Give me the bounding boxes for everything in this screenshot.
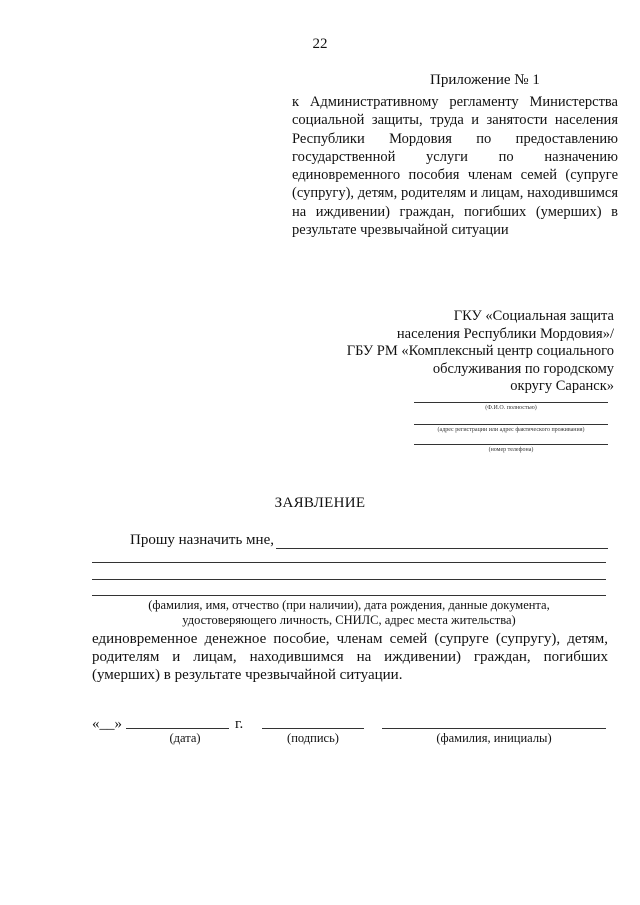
request-fill-line-3[interactable]: [92, 595, 606, 596]
request-caption-line-2: удостоверяющего личность, СНИЛС, адрес места жительства): [182, 613, 516, 627]
phone-caption: (номер телефона): [488, 447, 534, 453]
phone-line: [414, 444, 608, 445]
request-row: [130, 532, 608, 549]
request-lead: Прошу назначить мне,: [130, 532, 274, 548]
name-initials-field[interactable]: [382, 728, 606, 729]
recipient-line-5: округу Саранск»: [510, 378, 614, 395]
appendix-text: к Административному регламенту Министерства социальной защиты, труда и занятости населения Республики Мордовия по предоставлению государственной услуги по назначению единовременного пособия членам семей (супруге (супругу), детям, родителям и лицам, находившимся на иждивении) граждан, погибших (умерших) в результате чрезвычайной ситуации: [292, 94, 618, 239]
address-line: [414, 424, 608, 425]
request-caption: [92, 598, 606, 628]
recipient-line-2: населения Республики Мордовия»/: [396, 325, 614, 342]
phone-field[interactable]: [414, 444, 608, 454]
fio-caption: (Ф.И.О. полностью): [485, 405, 537, 411]
recipient-line-4: обслуживания по городскому: [432, 360, 614, 377]
date-caption: (дата): [169, 731, 201, 745]
recipient-block: [300, 308, 614, 396]
name-caption: (фамилия, инициалы): [436, 731, 552, 745]
page-number: 22: [312, 36, 328, 52]
appendix-title: Приложение № 1: [430, 72, 540, 88]
recipient-line-1: ГКУ «Социальная защита: [453, 308, 614, 324]
address-caption: (адрес регистрации или адрес фактического проживания): [437, 427, 585, 433]
request-fill-line-2[interactable]: [92, 579, 606, 580]
request-fill-line-1[interactable]: [92, 562, 606, 563]
fio-line: [414, 402, 608, 403]
address-field[interactable]: [414, 424, 608, 434]
date-day: «__»: [92, 716, 122, 732]
request-body: единовременное денежное пособие, членам семей (супруге (супругу), детям, родителям и лицам, находившимся на иждивении) граждан, погибших (умерших) в результате чрезвычайной ситуации.: [92, 631, 608, 683]
request-caption-line-1: (фамилия, имя, отчество (при наличии), дата рождения, данные документа,: [148, 598, 550, 612]
request-name-field[interactable]: [276, 534, 608, 549]
document-heading: ЗАЯВЛЕНИЕ: [274, 495, 366, 511]
year-suffix: г.: [235, 716, 244, 732]
recipient-line-3: ГБУ РМ «Комплексный центр социального: [346, 343, 614, 360]
date-field[interactable]: [126, 728, 229, 729]
signature-caption: (подпись): [287, 731, 339, 745]
fio-field[interactable]: [414, 402, 608, 412]
signature-field[interactable]: [262, 728, 364, 729]
